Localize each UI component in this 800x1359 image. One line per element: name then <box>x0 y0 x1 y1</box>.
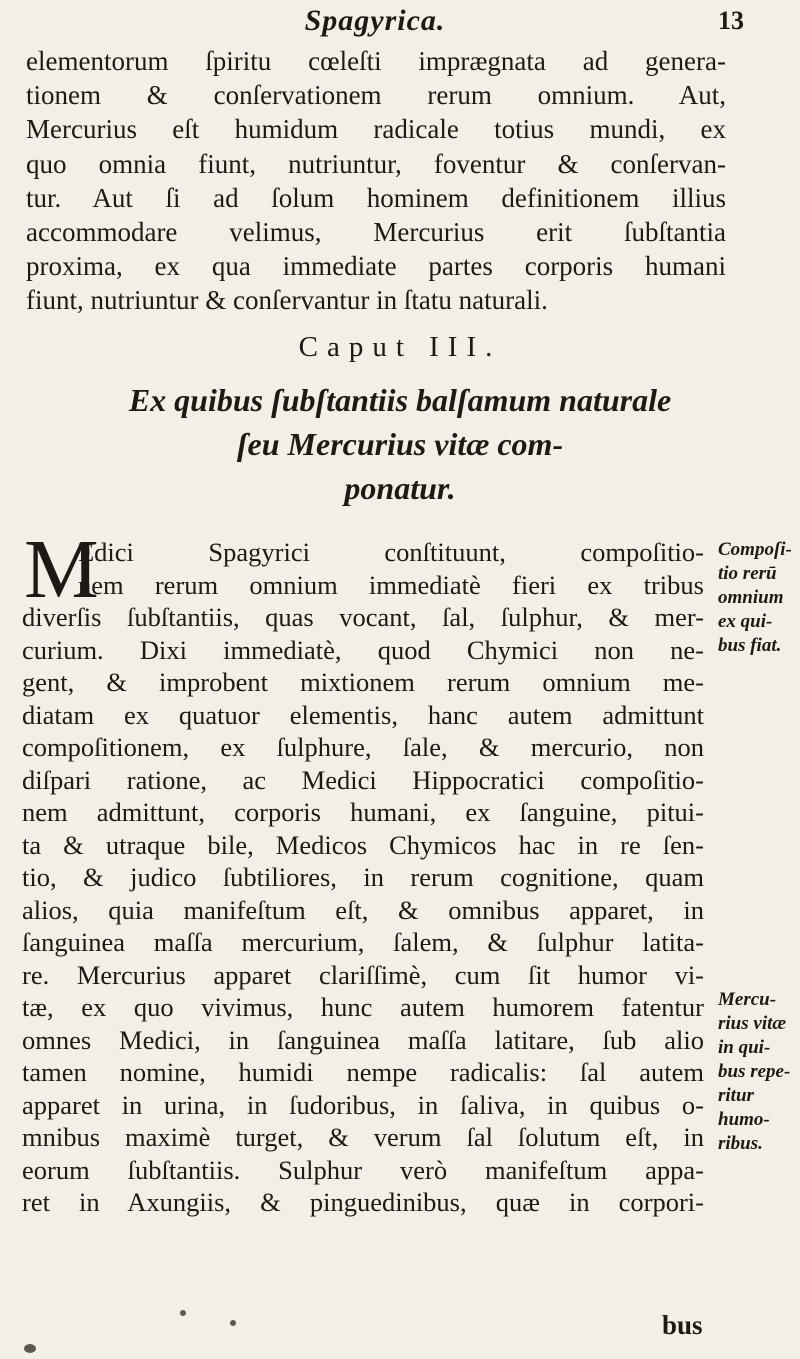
text-line: diverſis ſubſtantiis, quas vocant, ſal, ſulphur, & mer- <box>22 602 704 632</box>
chapter-title-line: ſeu Mercurius vitæ com- <box>236 426 564 462</box>
text-line: fiunt, nutriuntur & conſervantur in ſtatu naturali. <box>26 285 548 316</box>
text-line: ſanguinea maſſa mercurium, ſalem, & ſulphur latita- <box>22 927 704 957</box>
drop-cap: M <box>24 523 99 616</box>
running-title: Spagyrica. <box>304 4 446 37</box>
main-paragraph <box>22 536 704 1219</box>
page-number: 13 <box>718 6 744 35</box>
intro-paragraph <box>26 44 726 318</box>
text-line: gent, & improbent mixtionem rerum omnium me- <box>22 667 704 697</box>
text-line: diatam ex quatuor elementis, hanc autem admittunt <box>22 699 704 730</box>
margin-note-line: in qui- <box>718 1037 771 1058</box>
text-line: tæ, ex quo vivimus, hunc autem humorem fatentur <box>22 992 704 1022</box>
catchword: bus <box>662 1310 703 1340</box>
margin-note-line: humo- <box>718 1109 770 1130</box>
text-line: tio, & judico ſubtiliores, in rerum cognitione, quam <box>22 862 704 892</box>
margin-note-line: bus fiat. <box>718 635 782 656</box>
text-line: tamen nomine, humidi nempe radicalis: ſal autem <box>22 1057 704 1087</box>
chapter-heading: Caput III. <box>298 331 502 363</box>
margin-note-line: rius vitæ <box>718 1013 787 1034</box>
text-line: quo omnia fiunt, nutriuntur, foventur & conſervan- <box>26 148 726 179</box>
margin-note-line: ribus. <box>718 1133 763 1154</box>
margin-note-mercury <box>718 988 790 1156</box>
ink-blot <box>180 1310 186 1316</box>
margin-note-line: ritur <box>718 1085 754 1106</box>
text-line: nem rerum omnium immediatè fieri ex tribus <box>78 569 704 600</box>
text-line: omnes Medici, in ſanguinea maſſa latitare, ſub alio <box>22 1024 704 1055</box>
ink-blot <box>230 1320 236 1326</box>
text-line: re. Mercurius apparet clariſſimè, cum ſit humor vi- <box>22 959 704 990</box>
text-line: alios, quia manifeſtum eſt, & omnibus apparet, in <box>22 894 704 925</box>
text-line: proxima, ex qua immediate partes corporis humani <box>26 251 726 282</box>
text-line: nem admittunt, corporis humani, ex ſanguine, pitui- <box>22 797 704 827</box>
margin-note-line: ex qui- <box>718 611 773 632</box>
text-line: compoſitionem, ex ſulphure, ſale, & mercurio, non <box>22 732 704 762</box>
margin-note-line: omnium <box>718 587 784 608</box>
text-line: ret in Axungiis, & pinguedinibus, quæ in corpori- <box>22 1187 704 1217</box>
text-line: Mercurius eſt humidum radicale totius mundi, ex <box>26 114 726 145</box>
text-line: mnibus maximè turget, & verum ſal ſolutum eſt, in <box>22 1122 704 1152</box>
ink-blot <box>24 1344 36 1353</box>
text-line: curium. Dixi immediatè, quod Chymici non ne- <box>22 634 704 665</box>
margin-note-line: bus repe- <box>718 1061 791 1082</box>
text-line: ta & utraque bile, Medicos Chymicos hac in re ſen- <box>22 829 704 860</box>
margin-note-composition <box>718 538 792 658</box>
text-line: accommodare velimus, Mercurius erit ſubſtantia <box>26 216 726 247</box>
margin-note-line: Compoſi- <box>718 539 792 560</box>
chapter-title-line: ponatur. <box>344 470 456 506</box>
margin-note-line: tio rerū <box>718 563 777 584</box>
text-line: elementorum ſpiritu cœleſti imprægnata ad genera- <box>26 46 726 76</box>
text-line: apparet in urina, in ſudoribus, in ſaliva, in quibus o- <box>22 1089 704 1120</box>
text-line: tionem & conſervationem rerum omnium. Aut, <box>26 80 726 111</box>
text-line: Edici Spagyrici conſtituunt, compoſitio- <box>78 537 704 567</box>
text-line: tur. Aut ſi ad ſolum hominem definitionem illius <box>26 182 726 213</box>
chapter-title-line: Ex quibus ſubſtantiis balſamum naturale <box>128 382 672 418</box>
text-line: eorum ſubſtantiis. Sulphur verò manifeſtum appa- <box>22 1154 704 1185</box>
margin-note-line: Mercu- <box>718 989 777 1010</box>
page-header <box>0 4 800 48</box>
text-line: diſpari ratione, ac Medici Hippocratici compoſitio- <box>22 764 704 795</box>
